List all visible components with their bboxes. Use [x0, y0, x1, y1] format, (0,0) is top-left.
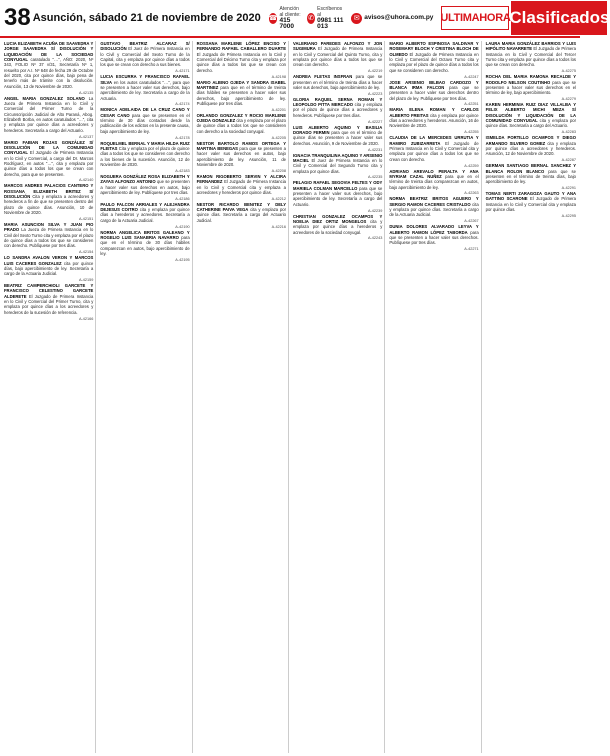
- notice-title: MARIO ALBERTO ESPINOSA SALDIVAR Y ROSEMARY BLOCH Y CRISTINA BLOCH DE OLMEDO: [389, 41, 479, 57]
- notice-title: PELAGIO RAFAEL SEGOVIA FELTES Y ODY MARIELA COLMAN MARCELLO: [293, 180, 383, 191]
- notice-title: ORLANDO GONZALEZ Y ROCIO MARLENE OJEDA GONZALEZ: [196, 112, 286, 124]
- notice-title: ANGEL MARIA GONZALEZ SOLANO: [4, 95, 85, 101]
- notice-body: para que en el término de quince días se presenten a hacer valer sus derechos. Asunción, 9 de Noviembre de 2020.: [293, 129, 383, 146]
- notice-code: A-42151: [78, 216, 94, 221]
- contact-label: Escríbenos al: [317, 6, 343, 18]
- legal-notice: [197, 174, 286, 195]
- column-1: [4, 41, 96, 753]
- notice-code: A-42195: [175, 257, 190, 262]
- notice-title: NORMA ANGELICA BRITOS GALEANO Y ROGELIO LUIS SANABRIA NAVARRO: [100, 229, 190, 240]
- legal-notice: [4, 41, 93, 89]
- notice-code: A-42279: [561, 97, 576, 102]
- notice-code: A-42140: [78, 178, 94, 183]
- legal-notice: [486, 41, 576, 68]
- notice-title: ISMELDA PORTILLO OCAMPOS Y DIEGO ARMANDO SILVERO GOMEZ: [485, 135, 576, 146]
- notice-code: A-42219: [367, 69, 383, 74]
- notice-body: para que en el término de 30 días hábiles comparezcan en autos, bajo apercibimiento de ley.: [100, 234, 190, 256]
- notice-body: cita y emplaza por quince días. Secretaría a cargo de la Actuaria Judicial.: [389, 201, 479, 218]
- notice-code: A-42267: [464, 219, 479, 224]
- notice-title: ROQUELMEL BERNAL Y MARIA HILDA RUIZ FLEITAS: [100, 140, 190, 151]
- notice-body: El Juzgado de Primera Instancia en lo Civil y Comercial, a cargo del Dr. Marcos Rodríguez, en autos "…", cita y emplaza por quince días a todos los que se crean con derecho, para que se presenten.: [4, 150, 94, 177]
- contact-email[interactable]: [351, 13, 433, 24]
- legal-notice: [293, 153, 382, 174]
- notice-title: NORMA BEATRIZ BRITOS AGUERO Y SERGIO RAMON CACERES CRISTALDO: [389, 196, 479, 207]
- whatsapp-icon: ✆: [308, 13, 315, 22]
- notice-code: A-42208: [271, 168, 286, 173]
- legal-notice: [389, 41, 478, 73]
- legal-notice: [100, 141, 189, 168]
- notice-title: GUSTAVO BEATRIZ ALCARAZ S/ DISOLUCIÓN: [100, 41, 190, 52]
- legal-notice: [389, 169, 478, 190]
- page-header: [0, 0, 610, 38]
- notice-code: A-42166: [78, 316, 94, 321]
- legal-notice: [389, 107, 478, 128]
- notice-body: cita y emplaza por quince días. Secretaría a cargo del Actuario Judicial.: [196, 207, 286, 223]
- legal-notice: [197, 141, 286, 168]
- notice-title: LO SANDRA AVALON VERON Y MARCOS LUIS CACERES GONZALEZ: [4, 255, 94, 266]
- notice-body: cita y emplaza por quince días a acreedores y herederos. Asunción, 16 de Noviembre de 2020.: [389, 112, 479, 129]
- notice-title: GLORIA RAQUEL SERNA ROMAN Y LEOPOLDO PITTA MERCADO: [293, 96, 383, 108]
- notice-body: cita y emplaza por quince días a herederos y acreedores de la sociedad conyugal.: [293, 218, 383, 235]
- notice-body: El Juzgado de Primera Instancia en lo Civil y Comercial del Décimo Turno cita y emplaza por quince días a todos los que se crean con derecho.: [196, 51, 286, 73]
- notice-body: El Juzgado de Primera Instancia en lo Civil y Comercial del Tercer Turno cita y emplaza por quince días a todos los que se crean con derecho.: [485, 46, 576, 68]
- legal-notice: [486, 74, 576, 95]
- legal-notice: [4, 140, 93, 177]
- legal-notice: [100, 202, 189, 223]
- notice-title: CHRISTIAN GONZALEZ OCAMPOS Y NOELIA DIEZ ORTIZ MONGELOS: [293, 213, 383, 224]
- notice-code: A-42263: [464, 191, 479, 196]
- legal-notice: [389, 135, 478, 162]
- legal-notice: [197, 113, 286, 134]
- dateline: Asunción, sábado 21 de noviembre de 2020: [32, 12, 261, 24]
- column-3: [197, 41, 289, 753]
- notice-title: VALERIANO PAREDES ALFONZO Y JON SUGIMURA: [293, 41, 383, 52]
- notice-code: A-42251: [464, 102, 479, 107]
- notice-code: A-42223: [367, 91, 383, 96]
- legal-notice: [197, 202, 286, 223]
- notice-title: BEATRIZ CAMPERCHIOLI GARCETE Y FRANCISCO CELESTINO GARCETE ALDERETE: [4, 283, 94, 299]
- notice-code: A-42205: [271, 135, 286, 140]
- notice-title: IGNACIA TRANQUILINA AQUINO Y ARSENIO MACIEL: [293, 152, 383, 163]
- notice-code: A-42247: [464, 74, 479, 79]
- notice-title: GERMAN SANTIAGO BERNAL SANCHEZ Y BLANCA ROLON BLANCO: [485, 163, 576, 174]
- notice-code: A-42171: [175, 69, 190, 74]
- notice-title: PAULO FALCON ARRIALES Y ALEJANDRA DEJESUS COITRO: [100, 201, 190, 213]
- notice-code: A-42178: [175, 135, 190, 140]
- notice-title: MARIA ASUNCION SILVA Y JUAN PIO PRADO: [4, 221, 94, 233]
- notice-body: para que se presenten a hacer valer sus derechos. Publíquese por tres días.: [389, 229, 479, 246]
- notice-title: NESTOR BARTOLO RAMOS ORTEGA Y MARTINA BENEGAS: [196, 140, 286, 151]
- notice-title: MARIO ALBINO OJEDA Y SANDRA ISABEL MARTINEZ: [196, 79, 286, 90]
- notice-title: KAREN HERMINIA RUIZ DIAZ VILLALBA Y FELIX ALBERTO MICHI MEZA S/ DISOLUCIÓN Y LIQUIDACIÓN DE LA COMUNIDAD CONYUGAL: [485, 102, 576, 124]
- notice-body: para que se presenten en el término de 30 días contados desde la publicación de los edictos en la presente causa, bajo apercibimiento de ley.: [100, 112, 190, 134]
- notice-body: El Juzgado de Primera Instancia en lo Civil y Comercial del Primer Turno, cita y emplaza por quince días a los acreedores y herederos de la sucesión de referencia.: [4, 293, 94, 315]
- legal-notice: [100, 74, 189, 101]
- notice-body: que se presenten a hacer valer sus derechos en autos, bajo apercibimiento de ley. Publíquese por tres días.: [100, 179, 190, 195]
- notice-title: LUCIA ELIZABETH ACUÑA DE SAAVEDRA Y JORGE SAAVEDRA S/ DISOLUCIÓN Y LIQUIDACIÓN DE LA SOCIEDAD CONYUGAL: [4, 41, 94, 63]
- notice-code: A-42216: [271, 224, 286, 229]
- notice-title: MARCOS ANDRES PALACIOS CANTERO Y ROSSANA ELIZABETH BRITEZ S/ DISOLUCIÓN: [4, 183, 94, 200]
- legal-notice: [4, 283, 93, 315]
- legal-notice: [197, 41, 286, 73]
- notice-title: JOSE ARSENIO BILBAO CARDOZO Y BLANCA IRMA FALCON: [389, 79, 479, 90]
- notice-code: A-42135: [78, 90, 94, 95]
- notice-body: La Jueza de Primera Instancia en lo Civil y Comercial del Primer Turno de la Circunscripción Judicial de Alto Paraná, Abog. Elizabeth Borba, en autos caratulados "…", cita y emplaza por quince días a acreedores y herederos. Secretaría a cargo del Actuario.: [4, 95, 94, 133]
- legal-notice: [486, 102, 576, 129]
- notice-title: DUNIA DOLORES ALVARADO LEYVA Y ALBERTO RAMON LÓPEZ TABORDA: [389, 224, 479, 235]
- notice-code: A-42212: [271, 196, 286, 201]
- page-number: 38: [4, 4, 31, 31]
- notice-title: LUCIA ESCURRA Y FRANCISCO RAFAEL SILVA: [100, 74, 190, 85]
- notice-code: A-42287: [561, 158, 576, 163]
- legal-notice: [293, 125, 382, 146]
- legal-notice: [4, 255, 93, 276]
- notice-body: El Juzgado de Primera Instancia en lo Civil y Comercial del Quinto Turno, cita y emplaza por quince días a todos los que se crean con derecho.: [293, 46, 383, 68]
- notice-body: cita y emplaza por quince días a herederos y acreedores. Secretaría a cargo de la Actuaria Judicial.: [100, 207, 190, 223]
- notice-code: A-42186: [175, 196, 190, 201]
- column-4: [293, 41, 385, 753]
- notice-body: para que se presenten a hacer valer sus derechos dentro del plazo de ley. Publíquese por tres días.: [389, 84, 479, 101]
- notice-title: MARIO FABIAN ROJAS GONZÁLEZ S/ DISOLUCIÓN DE LA COMUNIDAD CONYUGAL: [4, 139, 94, 156]
- legal-notice: [389, 196, 478, 217]
- notice-body: para que se presenten a hacer valer sus derechos en el término de ley, bajo apercibimiento.: [485, 79, 576, 96]
- legal-notice: [4, 183, 93, 215]
- contact-value: avisos@uhora.com.py: [364, 14, 434, 21]
- notice-title: TOMAS NERTI ZARAGOZA GAUTO Y ANA GATTINO SCARONE: [485, 191, 576, 202]
- notice-body: Cita y emplaza por el plazo de quince días a todos los que se consideren con derecho a los bienes de la sucesión. Asunción, 12 de Noviembre de 2020.: [100, 146, 190, 168]
- notice-body: en los autos caratulados "…", para que se presenten a hacer valer sus derechos, bajo apercibimiento de ley. Secretaría a cargo de la Actuaria.: [100, 79, 190, 101]
- contact-value: 415 7000: [279, 17, 294, 30]
- section-title: Clasificados: [511, 1, 607, 35]
- contact-whatsapp[interactable]: [307, 6, 345, 30]
- legal-notice: [486, 191, 576, 212]
- notice-code: A-42255: [464, 130, 479, 135]
- notice-body: para que en el término de treinta días comparezcan en autos, bajo apercibimiento de ley.: [389, 173, 479, 190]
- notice-title: ROCHA DEL MARIA RAMONA RECALDE Y RODOLFO NELSON COUTINHO: [485, 74, 576, 85]
- brand-logo: ULTIMAHORA: [441, 6, 509, 30]
- contact-phone[interactable]: [269, 6, 301, 30]
- classifieds-columns: [4, 41, 578, 753]
- notice-code: A-42239: [367, 208, 383, 213]
- notice-body: El Juez de Primera Instancia en lo Civil y Comercial del Sexto Turno de la Capital, cita y emplaza por quince días a todos los que se crean con derecho a sus bienes.: [100, 46, 190, 68]
- column-2: [100, 41, 192, 753]
- notice-body: caratulado "…", AÑO: 2020, Nº 343, FOLIO Nº 37 v/31, Secretaría Nº 1, resuelto por A.I. Nº 648 de fecha 29 de Octubre del 2020, cita por quince días, bajo pena de tenerlo más de trámite con la disolución. Asunción, 13 de Noviembre de 2020.: [4, 57, 94, 89]
- legal-notice: [389, 224, 478, 245]
- notice-code: A-42259: [464, 163, 479, 168]
- notice-body: para que en el término de treinta días hábiles se presenten a hacer valer sus derechos, bajo apercibimiento de ley. Publíquese por tres días.: [196, 84, 286, 106]
- notice-body: La Jueza de Primera Instancia en lo Civil del Sexto Turno cita y emplaza por el plazo de quince días a todos los que se consideren con derecho. Publíquese por tres días.: [4, 227, 94, 249]
- notice-body: El Juez de Primera Instancia en lo Civil y Comercial del Segundo Turno cita y emplaza por quince días.: [293, 157, 383, 174]
- notice-title: LAURA MARIA GONZÁLEZ BARRIOS Y LUIS HIPÓLITO NAVARRETE: [485, 41, 576, 52]
- notice-body: El Juzgado de Primera Instancia en lo Civil y Comercial cita y emplaza a acreedores y herederos por quince días.: [196, 179, 286, 195]
- mail-icon: ✉: [351, 13, 362, 24]
- notice-code: A-42227: [367, 119, 383, 124]
- notice-body: cita y emplaza por el plazo de quince días a acreedores y herederos. Publíquese por tres días.: [293, 102, 383, 118]
- notice-title: ADRIANO AREVALO PERALTA Y ANA MYRIAM CAZAL NUÑEZ: [389, 168, 479, 179]
- notice-code: A-42137: [78, 134, 94, 139]
- legal-notice: [197, 80, 286, 107]
- notice-title: RAMON RIGOBERTO SERVIN Y ALCIRA FERNANDEZ: [196, 173, 286, 185]
- notice-code: A-42198: [271, 74, 286, 79]
- notice-code: A-42275: [561, 69, 576, 74]
- notice-title: MONICA ADELAIDA DE LA CRUZ CANO Y CESAR CANO: [100, 107, 190, 118]
- notice-title: LUIS ALBERTO AQUINO Y BASILIA DORADO FERMIN: [293, 124, 383, 135]
- legal-notice: [389, 80, 478, 101]
- notice-body: El Juzgado de Primera Instancia en lo Civil y Comercial del Octavo Turno cita y emplaza por el plazo de quince días a todos los que se consideren con derecho.: [389, 51, 479, 73]
- notice-code: A-42174: [175, 102, 190, 107]
- notice-code: A-42291: [561, 186, 576, 191]
- notice-body: cita y emplaza por quince días a acreedores y herederos. Asunción, 12 de Noviembre de 2020.: [485, 140, 576, 157]
- notice-code: A-42283: [561, 130, 576, 135]
- contact-value: 0981 111 013: [317, 17, 344, 30]
- notice-body: cita y emplaza por el plazo de quince días a todos los que se consideren con derecho a la sociedad conyugal.: [196, 118, 286, 134]
- notice-code: A-42159: [78, 278, 94, 283]
- legal-notice: [4, 222, 93, 249]
- notice-code: A-42154: [78, 250, 94, 255]
- legal-notice: [100, 174, 189, 195]
- contact-label: Atención al cliente:: [279, 6, 301, 18]
- notice-body: Cita y emplaza a acreedores y herederos a fin de que se presenten dentro del plazo de quince días. Asunción, 10 de Noviembre de 2020.: [4, 194, 94, 216]
- legal-notice: [293, 97, 382, 118]
- column-5: [389, 41, 481, 753]
- legal-notice: [293, 74, 382, 90]
- notice-code: A-42243: [367, 236, 383, 241]
- notice-code: A-42201: [271, 107, 286, 112]
- notice-body: cita por quince días, bajo apercibimiento de ley. Secretaría a cargo de la Actuaria Judicial.: [4, 260, 94, 277]
- notice-title: NESTOR RICARDO BENITEZ Y DELY CATHERINE PAIVA VEGA: [196, 201, 286, 213]
- contact-bar: [269, 6, 434, 30]
- notice-code: A-42190: [175, 224, 190, 229]
- column-6: [486, 41, 578, 753]
- legal-notice: [486, 135, 576, 156]
- legal-notice: [486, 163, 576, 184]
- notice-title: NOGUERA GONZÁLEZ ROSA ELIZABETH Y ZAYAS ALFONZO ANTONIO: [100, 173, 190, 185]
- notice-body: cita y emplaza por quince días. Secretaría a cargo del Actuario.: [485, 118, 576, 129]
- notice-body: El Juzgado de Primera Instancia en lo Civil y Comercial cita y emplaza por quince días a todos los que se crean con derecho.: [389, 140, 479, 162]
- notice-code: A-42271: [464, 247, 479, 252]
- notice-body: para que se presenten en el término de treinta días a hacer valer sus derechos, bajo apercibimiento de ley.: [293, 74, 383, 90]
- notice-body: El Juzgado de Primera Instancia en lo Civil y Comercial cita y emplaza por quince días.: [485, 196, 576, 213]
- legal-notice: [293, 41, 382, 68]
- notice-code: A-42231: [367, 147, 383, 152]
- legal-notice: [100, 41, 189, 68]
- legal-notice: [293, 214, 382, 235]
- legal-notice: [100, 230, 189, 257]
- legal-notice: [293, 180, 382, 207]
- legal-notice: [100, 107, 189, 134]
- legal-notice: [4, 96, 93, 133]
- notice-body: para que se presenten en el término de treinta días, bajo apercibimiento de ley.: [485, 168, 576, 185]
- phone-icon: ☎: [268, 13, 278, 22]
- notice-code: A-42235: [367, 175, 383, 180]
- notice-body: para que se presenten a hacer valer sus derechos en autos, bajo apercibimiento de ley. Asunción, 11 de Noviembre de 2020.: [196, 146, 286, 168]
- notice-code: A-42183: [175, 168, 190, 173]
- notice-title: CLAUDIA DE LA MERCEDES URRUTIA Y RAMIRO ZUBIZARRETA: [389, 135, 479, 146]
- notice-code: A-42295: [561, 213, 576, 218]
- notice-title: MARIA ELENA ROMAN Y CARLOS ALBERTO FREITAS: [389, 107, 479, 118]
- notice-title: ANDREA FLETAS INSFRAN: [293, 74, 353, 80]
- notice-body: para que se presenten a hacer valer sus derechos, bajo apercibimiento de ley. Secretaría a cargo del Actuario.: [293, 185, 383, 207]
- notice-title: ROSSANA MARLENE LÓPEZ ENCISO Y FERNANDO RAFAEL CABALLERO DUARTE: [196, 41, 286, 52]
